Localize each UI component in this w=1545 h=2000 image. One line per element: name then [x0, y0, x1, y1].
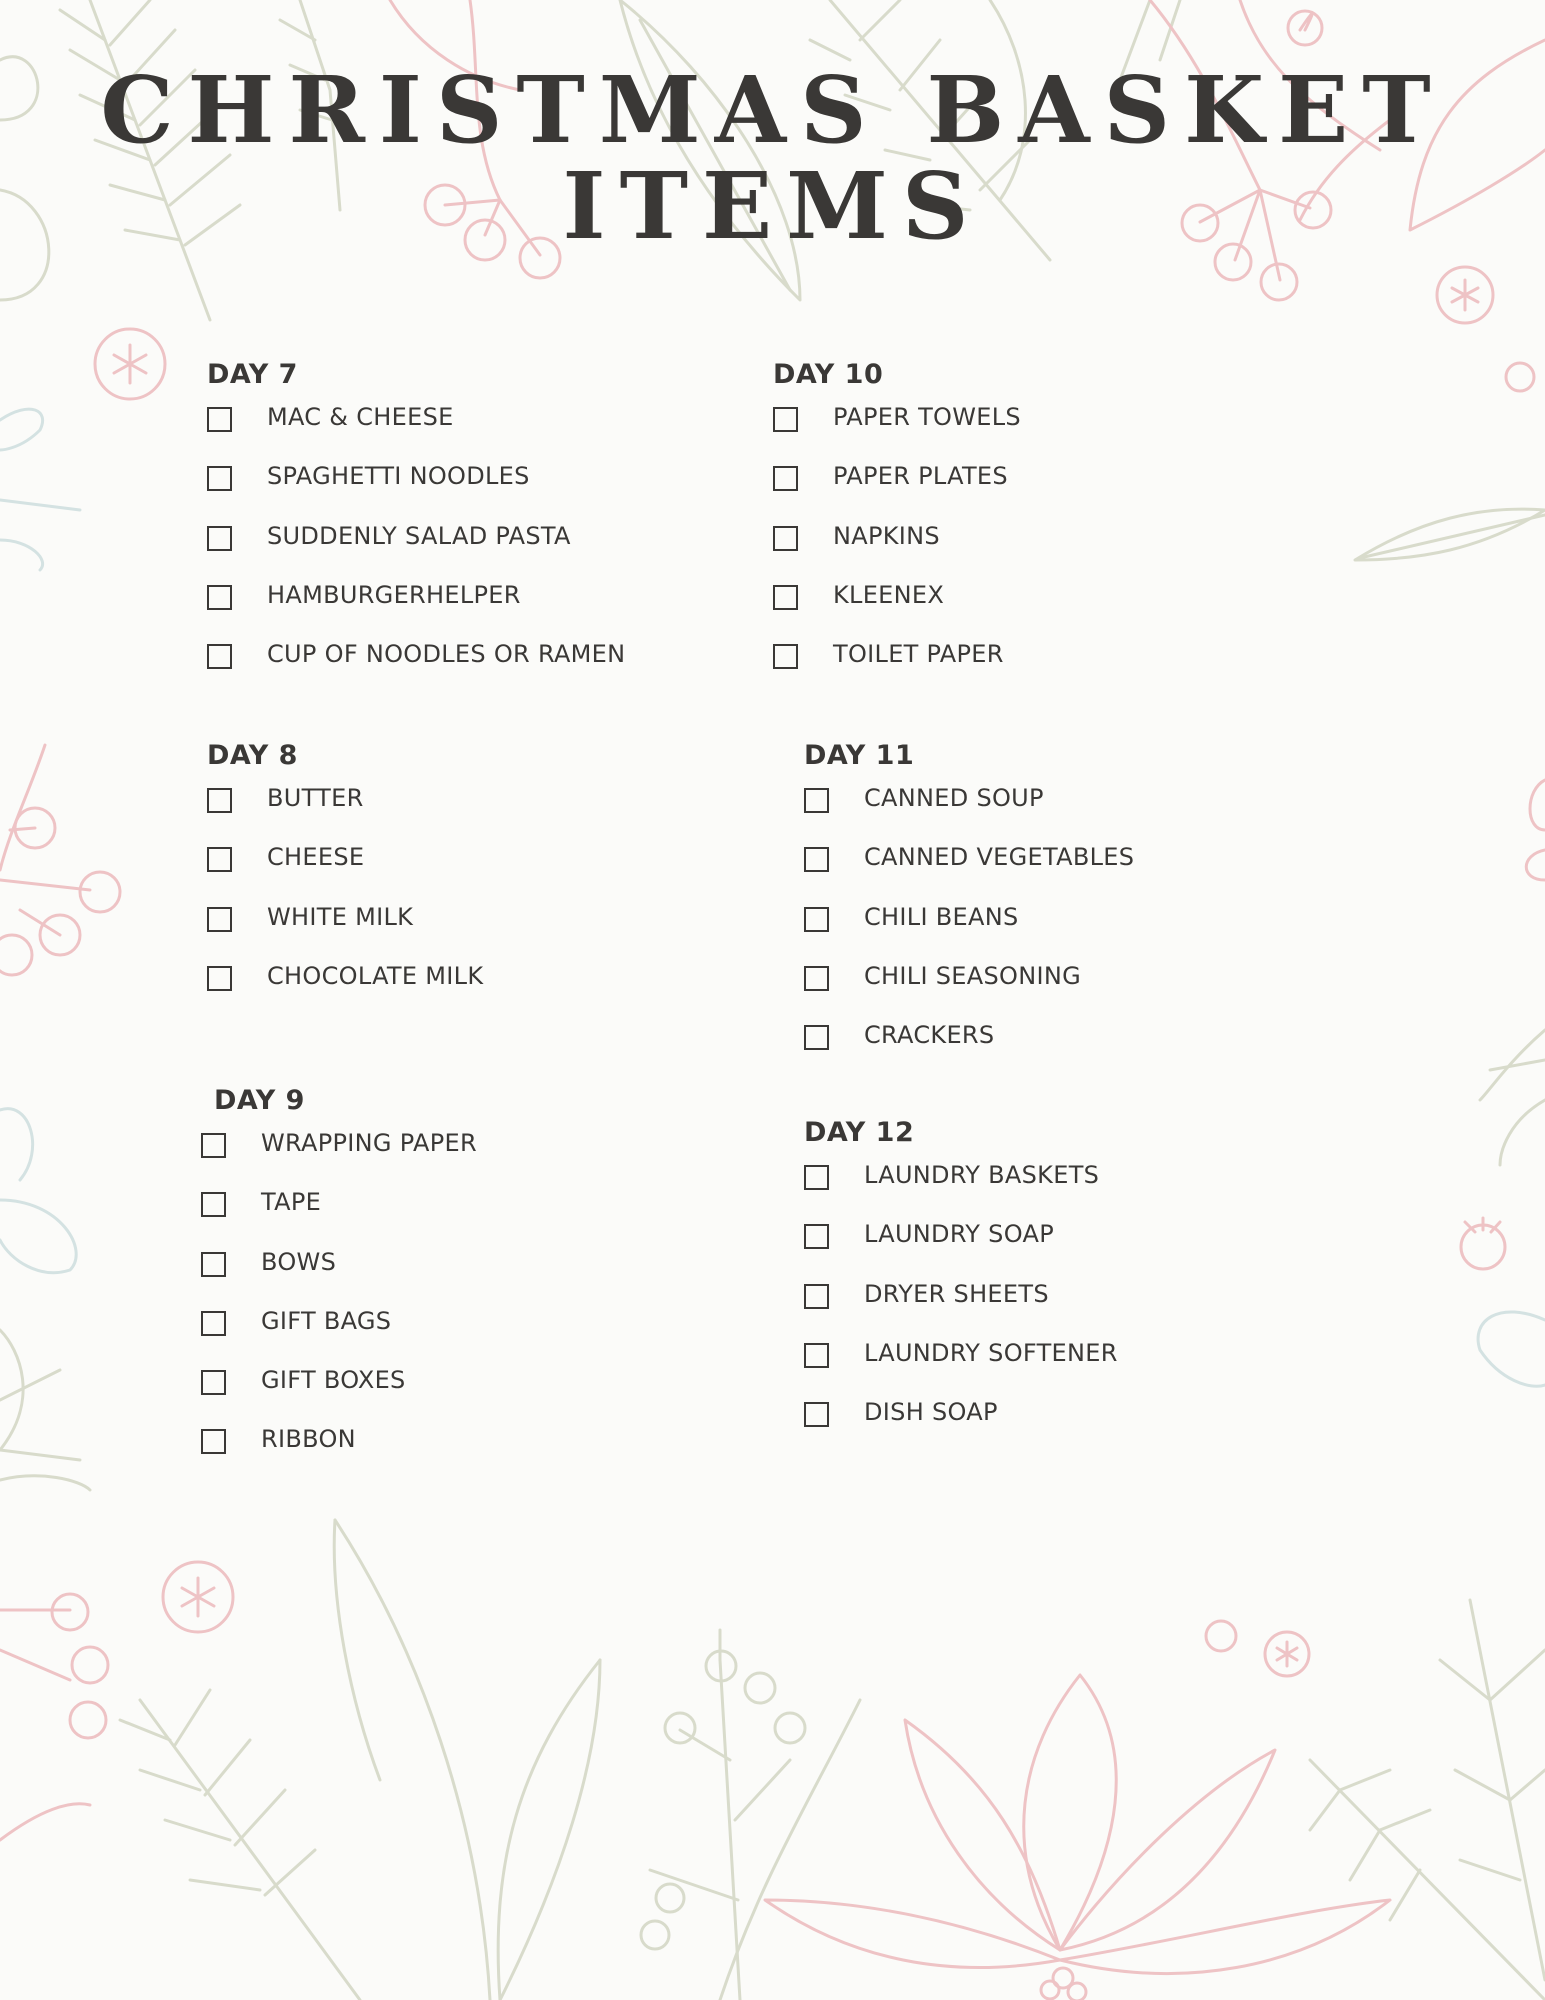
item-label: RIBBON: [261, 1425, 356, 1454]
item-label: PAPER TOWELS: [833, 403, 1021, 431]
checkbox[interactable]: [804, 1402, 829, 1427]
checklist-item[interactable]: [773, 395, 1021, 454]
section-heading: DAY 10: [773, 359, 884, 390]
checklist-item[interactable]: [773, 632, 1004, 691]
item-label: GIFT BAGS: [261, 1306, 392, 1335]
item-label: CHILI BEANS: [864, 902, 1019, 931]
item-label: LAUNDRY BASKETS: [864, 1161, 1100, 1189]
checklist-item[interactable]: [201, 1240, 337, 1299]
item-label: LAUNDRY SOAP: [864, 1220, 1054, 1249]
checkbox[interactable]: [201, 1311, 226, 1336]
checklist-item[interactable]: [201, 1180, 322, 1239]
day-11-section: [804, 736, 1135, 1072]
section-heading: DAY 12: [804, 1117, 915, 1148]
item-label: WHITE MILK: [267, 902, 414, 931]
checklist-item[interactable]: [207, 954, 484, 1013]
checklist-item[interactable]: [207, 895, 414, 954]
section-heading: DAY 9: [214, 1085, 305, 1116]
checkbox[interactable]: [207, 526, 232, 551]
leaves-left: [0, 409, 80, 1273]
checklist-item[interactable]: [804, 895, 1019, 954]
title-line-2: ITEMS: [562, 152, 983, 260]
item-label: BUTTER: [267, 784, 364, 812]
item-label: CUP OF NOODLES OR RAMEN: [267, 640, 626, 669]
checklist-item[interactable]: [804, 1390, 998, 1449]
checklist-item[interactable]: [207, 632, 626, 691]
day-10-section: [773, 355, 1021, 691]
item-label: GIFT BOXES: [261, 1366, 406, 1395]
checkbox[interactable]: [804, 1224, 829, 1249]
checkbox[interactable]: [773, 466, 798, 491]
section-heading: DAY 11: [804, 740, 915, 771]
item-label: DISH SOAP: [864, 1398, 998, 1427]
checklist-item[interactable]: [773, 454, 1008, 513]
checklist-item[interactable]: [207, 514, 571, 573]
checklist-item[interactable]: [773, 573, 945, 632]
checklist-item[interactable]: [804, 776, 1044, 835]
item-label: CHILI SEASONING: [864, 961, 1081, 990]
checkbox[interactable]: [201, 1370, 226, 1395]
checkbox[interactable]: [804, 1165, 829, 1190]
checklist-item[interactable]: [804, 1331, 1118, 1390]
item-label: CHEESE: [267, 843, 365, 872]
checkbox[interactable]: [804, 966, 829, 991]
checkbox[interactable]: [804, 847, 829, 872]
checkbox[interactable]: [201, 1192, 226, 1217]
day-9-section: [201, 1081, 477, 1477]
item-label: PAPER PLATES: [833, 462, 1008, 491]
checkbox[interactable]: [773, 407, 798, 432]
item-label: TAPE: [261, 1188, 322, 1217]
checkbox[interactable]: [201, 1429, 226, 1454]
item-label: LAUNDRY SOFTENER: [864, 1338, 1118, 1367]
checkbox[interactable]: [207, 407, 232, 432]
checklist-item[interactable]: [207, 395, 454, 454]
berries-right: [1206, 780, 1545, 1676]
berries-left: [0, 745, 233, 1840]
checkbox[interactable]: [207, 966, 232, 991]
checkbox[interactable]: [804, 1343, 829, 1368]
checkbox[interactable]: [773, 585, 798, 610]
title-line-1: CHRISTMAS BASKET: [100, 56, 1445, 164]
checkbox[interactable]: [201, 1252, 226, 1277]
item-label: SPAGHETTI NOODLES: [267, 462, 530, 491]
item-label: CHOCOLATE MILK: [267, 961, 484, 990]
item-label: BOWS: [261, 1247, 337, 1276]
checkbox[interactable]: [804, 788, 829, 813]
item-label: TOILET PAPER: [833, 640, 1004, 669]
leaves-left-green: [0, 1330, 90, 1490]
checkbox[interactable]: [207, 788, 232, 813]
day-8-section: [207, 736, 484, 1013]
checkbox[interactable]: [207, 585, 232, 610]
checklist-item[interactable]: [804, 1013, 995, 1072]
checkbox[interactable]: [207, 847, 232, 872]
item-label: HAMBURGERHELPER: [267, 580, 521, 609]
checklist-item[interactable]: [201, 1358, 406, 1417]
item-label: KLEENEX: [833, 580, 945, 609]
checklist-item[interactable]: [201, 1417, 356, 1476]
checklist-item[interactable]: [804, 835, 1135, 894]
checklist-item[interactable]: [804, 1153, 1100, 1212]
checklist-item[interactable]: [207, 835, 365, 894]
leaves-bottom: [120, 1520, 860, 2000]
item-label: CANNED VEGETABLES: [864, 843, 1135, 872]
item-label: NAPKINS: [833, 521, 940, 550]
checklist-item[interactable]: [207, 454, 530, 513]
checkbox[interactable]: [207, 466, 232, 491]
section-heading: DAY 7: [207, 359, 298, 390]
checklist-item[interactable]: [201, 1299, 392, 1358]
section-heading: DAY 8: [207, 740, 298, 771]
checklist-item[interactable]: [804, 1272, 1049, 1331]
checklist-item[interactable]: [201, 1121, 477, 1180]
item-label: SUDDENLY SALAD PASTA: [267, 521, 571, 550]
checkbox[interactable]: [804, 1025, 829, 1050]
checkbox[interactable]: [207, 907, 232, 932]
day-7-section: [207, 355, 626, 691]
checklist-item[interactable]: [804, 954, 1081, 1013]
checkbox[interactable]: [773, 644, 798, 669]
checkbox[interactable]: [804, 1284, 829, 1309]
checkbox[interactable]: [201, 1133, 226, 1158]
checklist-item[interactable]: [207, 776, 364, 835]
checkbox[interactable]: [773, 526, 798, 551]
item-label: MAC & CHEESE: [267, 403, 454, 431]
checklist-item[interactable]: [207, 573, 521, 632]
item-label: DRYER SHEETS: [864, 1279, 1049, 1308]
checklist-item[interactable]: [773, 514, 940, 573]
item-label: CRACKERS: [864, 1021, 995, 1050]
checkbox[interactable]: [804, 907, 829, 932]
leaves-right: [1310, 509, 1545, 2000]
checklist-item[interactable]: [804, 1212, 1054, 1271]
poinsettia-bottom: [765, 1675, 1390, 2000]
item-label: WRAPPING PAPER: [261, 1129, 477, 1157]
item-label: CANNED SOUP: [864, 784, 1044, 812]
day-12-section: [804, 1113, 1118, 1449]
leaves-right-blue: [1478, 1312, 1545, 1386]
page-title: [0, 56, 1545, 260]
checkbox[interactable]: [207, 644, 232, 669]
